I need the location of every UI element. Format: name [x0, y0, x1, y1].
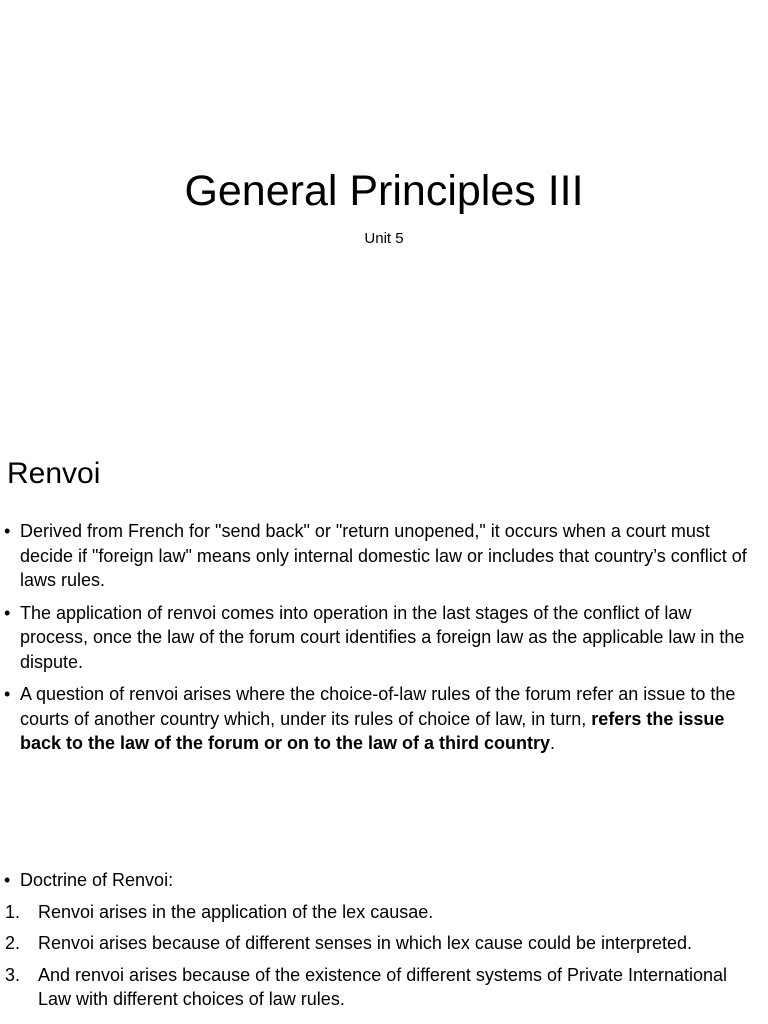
doctrine-section — [0, 868, 762, 1019]
content-slide — [0, 432, 768, 1024]
bullet-text-bold: refers the issue back to the law of the forum or on to the law of a third country — [20, 708, 725, 753]
list-item — [0, 601, 762, 675]
page-title: General Principles III — [184, 167, 584, 215]
list-item — [0, 900, 762, 925]
bullet-text: A question of renvoi arises where the choice-of-law rules of the forum refer an issue to the courts of another country which, under its rules of choice of law, in turn, — [20, 684, 736, 729]
doctrine-heading-text: Doctrine of Renvoi: — [20, 870, 174, 890]
item-text: And renvoi arises because of the existence of different systems of Private International Law with different choices of law rules. — [38, 964, 728, 1009]
item-number: 2. — [5, 933, 21, 953]
list-item — [0, 519, 762, 593]
bullet-marker: • — [4, 602, 11, 623]
item-number: 3. — [5, 964, 21, 985]
bullet-marker: • — [4, 684, 11, 704]
doctrine-heading — [0, 868, 762, 893]
list-item — [0, 682, 762, 756]
item-text: Renvoi arises in the application of the lex causae. — [38, 901, 434, 922]
bullet-marker: • — [4, 521, 11, 541]
page-subtitle: Unit 5 — [364, 230, 404, 247]
bullet-text: The application of renvoi comes into operation in the last stages of the conflict of law process, once the law of the forum court identifies a foreign law as the applicable law in the dispute. — [20, 602, 745, 672]
section-heading: Renvoi — [7, 457, 101, 490]
item-number: 1. — [5, 901, 21, 922]
bullet-text: Derived from French for "send back" or "return unopened," it occurs when a court must decide if "foreign law" means only internal domestic law or includes that country’s conflict of laws rules. — [20, 521, 747, 590]
item-text: Renvoi arises because of different senses in which lex cause could be interpreted. — [38, 933, 693, 953]
list-item — [0, 963, 762, 1012]
list-item — [0, 931, 762, 956]
bullet-list — [0, 519, 762, 764]
bullet-marker: • — [4, 870, 11, 890]
bullet-text-end: . — [550, 733, 556, 753]
title-slide — [0, 0, 768, 432]
numbered-list — [0, 900, 762, 1012]
